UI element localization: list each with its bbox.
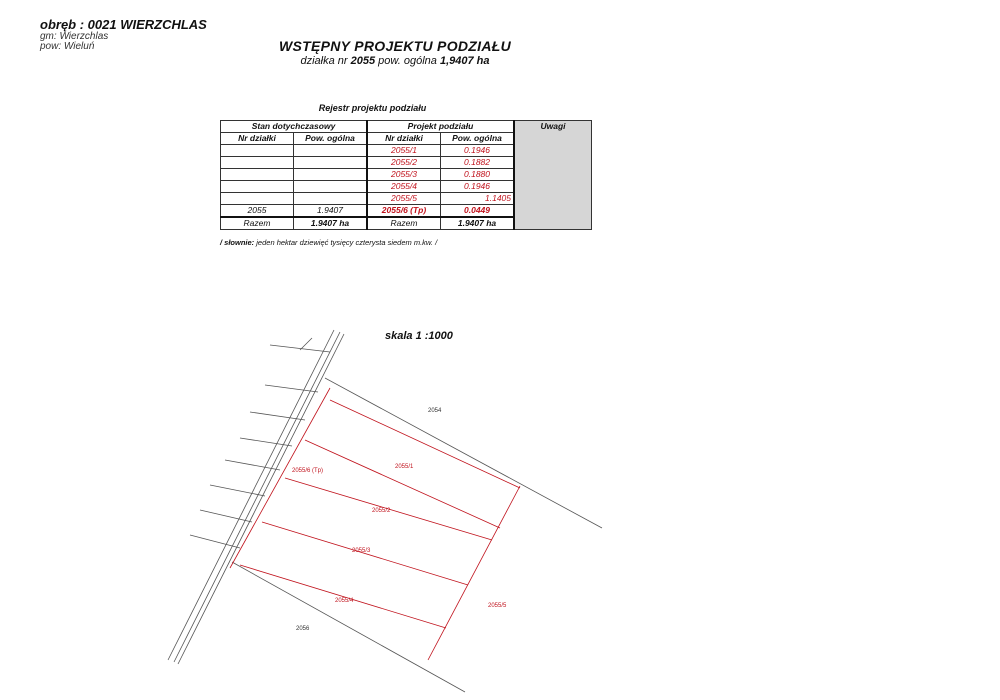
division-lines (230, 388, 520, 660)
precinct-label: obręb : 0021 WIERZCHLAS (40, 17, 207, 32)
red-line (305, 440, 500, 528)
parcel-label: 2055/6 (Tp) (292, 468, 324, 474)
road-lines (168, 330, 344, 664)
col-nr-current: Nr działki (221, 133, 294, 145)
parcel-label: 2055/1 (395, 464, 414, 470)
road-tick-line (190, 535, 240, 548)
register-title: Rejestr projektu podziału (318, 103, 427, 113)
road-tick-line (225, 460, 280, 470)
road-tick-line (270, 345, 330, 352)
parcel-label: 2055/2 (372, 508, 391, 514)
parcel-number: 2055 (350, 55, 376, 67)
boundary-line (325, 378, 602, 528)
project-area: 1.1405 (441, 193, 515, 205)
parcel-label: 2055/3 (352, 548, 371, 554)
road-tick-line (265, 385, 318, 392)
parcel-label: 2055/5 (488, 603, 507, 609)
red-line (428, 486, 520, 660)
total-current: 1.9407 ha (294, 217, 368, 230)
words-text: jeden hektar dziewięć tysięcy czterysta siedem m.kw. / (256, 238, 438, 247)
current-nr: 2055 (221, 205, 294, 218)
red-line (230, 388, 330, 568)
total-area: 1,9407 ha (439, 55, 490, 67)
project-area: 0.1946 (441, 181, 515, 193)
remarks-column: Uwagi (514, 121, 592, 230)
parcel-label: 2056 (296, 626, 310, 632)
project-nr: 2055/6 (Tp) (367, 205, 441, 218)
red-line (240, 565, 446, 628)
red-line (330, 400, 520, 488)
project-area: 0.1880 (441, 169, 515, 181)
total-project: 1.9407 ha (441, 217, 515, 230)
map-labels (292, 408, 507, 632)
project-area: 0.0449 (441, 205, 515, 218)
project-area: 0.1882 (441, 157, 515, 169)
parcel-label: 2055/4 (335, 598, 354, 604)
road-tick-line (240, 438, 292, 446)
boundary-line (232, 562, 465, 692)
road-edge-line (168, 330, 334, 660)
project-nr: 2055/3 (367, 169, 441, 181)
subtitle-prefix: działka nr (300, 55, 348, 67)
current-area: 1.9407 (294, 205, 368, 218)
project-nr: 2055/1 (367, 145, 441, 157)
col-nr-project: Nr działki (367, 133, 441, 145)
subtitle-mid: pow. ogólna (378, 55, 437, 67)
map-scale: skala 1 :1000 (385, 330, 453, 342)
total-label-current: Razem (221, 217, 294, 230)
road-edge-line (178, 334, 344, 664)
group-current-header: Stan dotychczasowy (221, 121, 368, 133)
road-tick-line (250, 412, 305, 420)
road-tick-line (210, 485, 265, 496)
project-nr: 2055/4 (367, 181, 441, 193)
road-tick-line (200, 510, 252, 522)
col-area-current: Pow. ogólna (294, 133, 368, 145)
parcel-label: 2054 (428, 408, 442, 414)
project-area: 0.1946 (441, 145, 515, 157)
district-label: pow: Wieluń (40, 41, 95, 53)
total-label-project: Razem (367, 217, 441, 230)
project-nr: 2055/2 (367, 157, 441, 169)
road-edge-line (174, 332, 340, 662)
main-title: WSTĘPNY PROJEKTU PODZIAŁU (278, 38, 512, 54)
col-area-project: Pow. ogólna (441, 133, 515, 145)
commune-label: gm: Wierzchlas (40, 30, 109, 42)
words-label: / słownie: (220, 238, 255, 247)
road-tick-line (300, 338, 312, 350)
group-project-header: Projekt podziału (367, 121, 514, 133)
project-nr: 2055/5 (367, 193, 441, 205)
neighbour-boundaries (232, 378, 602, 692)
